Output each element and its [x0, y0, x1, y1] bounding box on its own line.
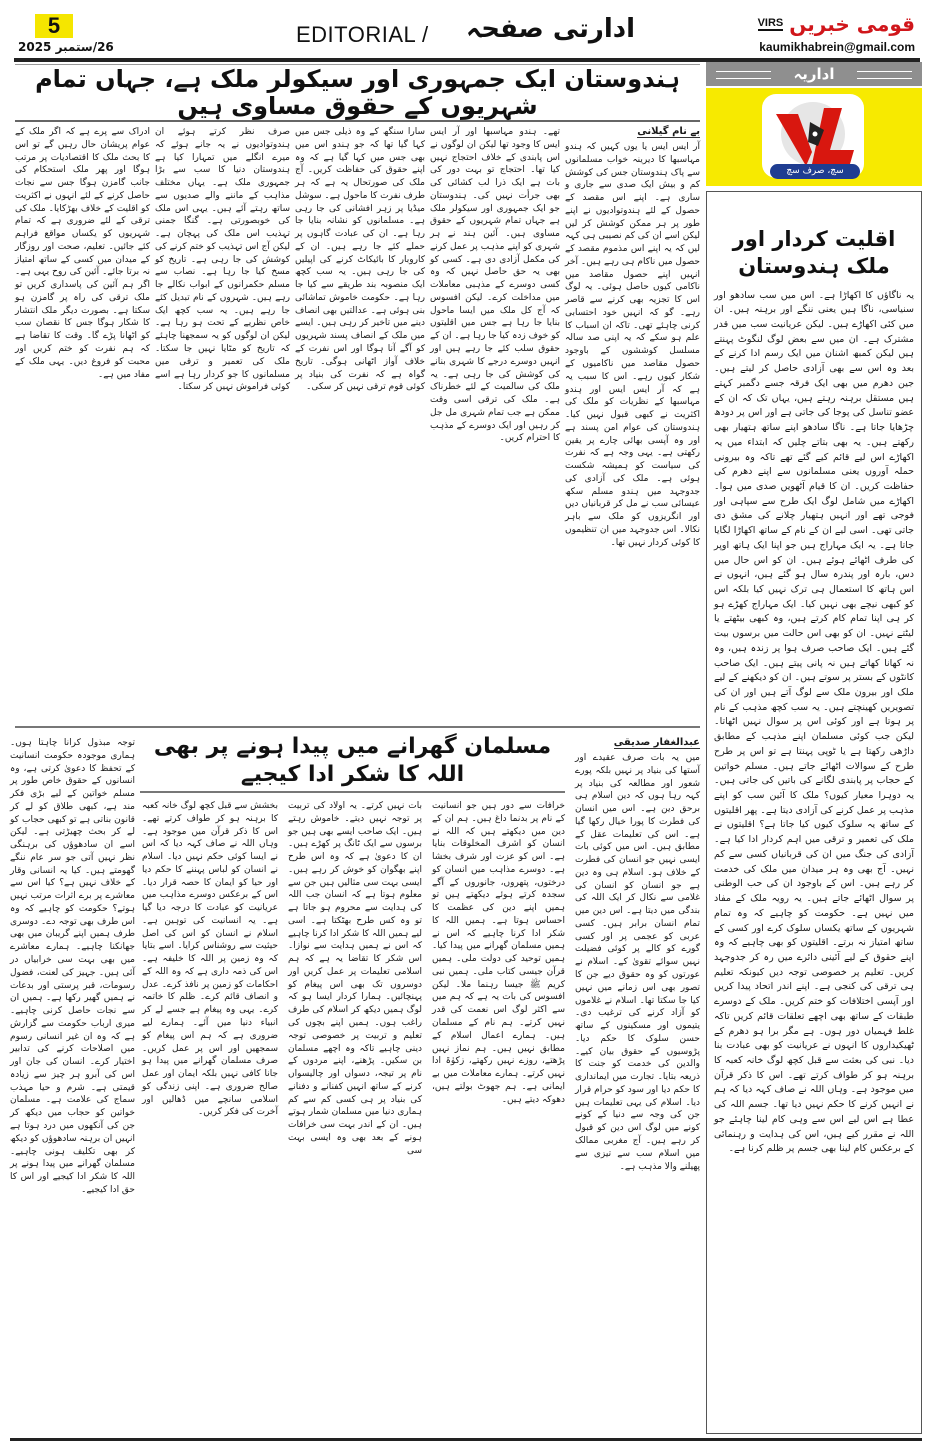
- brand-mark: VIRS: [757, 17, 784, 29]
- logo-tagline: سچ، صرف سچ: [770, 164, 860, 179]
- footer-rule: [10, 1438, 922, 1441]
- editorial-body: یہ ناگاؤں کا اکھاڑا ہے۔ اس میں سب سادھو اور سنیاسی، ناگا ہیں یعنی ننگے اور برہنہ ہیں۔ ان میں کئی اکھاڑے ہیں۔ لیکن عریانیت سب میں قدر مشترک ہے۔ ان میں سے بعض لوگ لنگوٹ پہنتے ہیں لیکن کمبھ اشنان میں ایک رسم ادا کرنے کے بعد وہ اس سے بھی آزادی حاصل کر لیتے ہیں۔ جین دھرم میں بھی ایک فرقہ جسے دگمبر کہتے ہیں مستقل برہنہ رہتے ہیں، یہاں تک کہ ان کے عضو تناسل کی پوجا کی جاتی ہے اور اس پر دودھ چڑھایا جاتا ہے۔ ناگا سادھو اپنے ساتھ ہتھیار بھی رکھتے ہیں۔ یہ بھی بتاتے چلیں کہ ابتداء میں یہ اکھاڑے اس لیے قائم کیے گئے تھے تاکہ وہ بیرونی حملہ آوروں یعنی مسلمانوں سے اپنے دھرم کی حفاظت کریں۔ ان کا قیام آٹھویں صدی میں ہوا۔ اکھاڑے میں شامل لوگ ایک طرح سے سپاہی اور فوجی تھے اور انہیں ہتھیار چلانے کی مشق دی جاتی تھی۔ اسی لیے ان کے نام کے ساتھ اکھاڑا لگایا جاتا ہے۔ یہ ایک مہاراج ہیں جو اپنا ایک ہاتھ اوپر کی طرف اٹھائے ہوئے ہیں۔ ان کو اس حال میں دس، بارہ اور پندرہ سال ہو گئے ہیں، انہوں نے اس ہاتھ کا استعمال ہی ترک نہیں کیا بلکہ اس کو کبھی نیچے بھی نہیں کیا۔ ایک مہاراج کھڑے ہو کر ہی اپنا تمام کام کرتے ہیں، وہ کبھی بیٹھتے یا لیٹتے نہیں۔ ان کو بھی اس حالت میں برسوں بیت گئے ہیں۔ ایک صاحب صرف ہوا پر زندہ ہیں، وہ نہ کھانا کھاتے ہیں نہ پانی پیتے ہیں۔ ایک صاحب کانٹوں کے بستر پر سوتے ہیں۔ ان کو دیکھنے کے لیے ملک اور بیرون ملک سے لوگ آتے ہیں اور ان کی تصویریں کھینچتے ہیں۔ یہ سب کچھ مذہب کے نام پر ہوتا ہے اور کوئی اس پر سوال نہیں اٹھاتا۔ لیکن جب کوئی مسلمان اپنے مذہب کے مطابق داڑھی رکھتا ہے یا ٹوپی پہنتا ہے تو اس پر طرح طرح کے سوالات اٹھائے جاتے ہیں۔ مسلم خواتین کے حجاب پر پابندی لگانے کی باتیں کی جاتی ہیں۔ یہ دوہرا معیار کیوں؟ ملک کا آئین سب کو اپنے مذہب پر عمل کرنے کی آزادی دیتا ہے۔ پھر اقلیتوں کے ساتھ یہ سلوک کیوں کیا جاتا ہے؟ اقلیتوں نے ملک کی تعمیر و ترقی میں اہم کردار ادا کیا ہے۔ آزادی کی جنگ میں ان کی قربانیاں کسی سے کم نہیں۔ آج بھی وہ ہر میدان میں ملک کی خدمت کر رہے ہیں۔ اس کے باوجود ان کی حب الوطنی پر سوال اٹھائے جاتے ہیں۔ یہ رویہ ملک کے مفاد میں نہیں ہے۔ حکومت کو چاہیے کہ وہ تمام شہریوں کے ساتھ یکساں سلوک کرے اور کسی کے ساتھ امتیاز نہ برتے۔ اقلیتوں کو بھی چاہیے کہ وہ اپنے حقوق کے لیے آئینی دائرے میں رہ کر جدوجہد کریں۔ تعلیم پر خصوصی توجہ دیں کیونکہ تعلیم ہی ترقی کی کنجی ہے۔ اپنے اندر اتحاد پیدا کریں اور آپسی اختلافات کو ختم کریں۔ ملک کے دوسرے طبقات کے ساتھ بھی اچھے تعلقات قائم کریں تاکہ غلط فہمیاں دور ہوں۔ ہے مگر برا ہو دھرم کے ٹھیکیداروں کا انہوں نے عریانیت کو بھی عبادت بنا دیا۔ نبی کی بعثت سے قبل کچھ لوگ خانہ کعبہ کا برہنہ ہو کر طواف کرتے تھے۔ اس کا ذکر قرآن میں موجود ہے۔ وہاں اللہ نے صاف کہہ دیا کہ ہم نے انہیں کرنے کا حکم نہیں دیا تھا۔ جسم اللہ کی عطا ہے اس لیے اس سے وہی کام لینا چاہئے جو اللہ نے مقرر کیے ہیں، اس کی ہدایت و رہنمائی کے برعکس کام لینا بھی جسم پر ظلم کرنا ہے۔: [714, 289, 914, 1155]
- newspaper-logo: [758, 12, 915, 36]
- main-headline: ہندوستان ایک جمہوری اور سیکولر ملک ہے، جہاں تمام شہریوں کے حقوق مساوی ہیں: [15, 64, 700, 122]
- article-column: سارا سنگھ کے وہ ذیلی جس میں کہا گیا تھا کہ جو ہندو اس میں بھی جس میں کہا گیا ہے کہ وہ اپنے حقوق کی حفاظت کریں۔ آج ملک کی صورتحال یہ ہے کہ ہر طرف نفرت کا ماحول ہے۔ سوشل میڈیا پر زہر افشانی کی جا رہی ہے۔ مسلمانوں کو نشانہ بنایا جا رہا ہے۔ ان کی عبادت گاہوں پر حملے کئے جا رہے ہیں۔ ان کے کاروبار کا بائیکاٹ کرنے کی اپیلیں کی جا رہی ہیں۔ یہ سب کچھ ایک منصوبہ بند طریقے سے کیا جا رہا ہے۔ حکومت خاموش تماشائی بنی ہوئی ہے۔ عدالتیں بھی انصاف دینے میں تاخیر کر رہی ہیں۔ ایسے میں ملک کے انصاف پسند شہریوں کو آگے آنا ہوگا اور اس نفرت کے خلاف آواز اٹھانی ہوگی۔ تاریخ گواہ ہے کہ نفرت کی بنیاد پر کوئی قوم ترقی نہیں کر سکی۔: [295, 127, 425, 393]
- brand-logo-panel: [706, 88, 922, 186]
- contact-email[interactable]: kaumikhabrein@gmail.com: [759, 40, 915, 54]
- article-column: صرف نظر کرتے ہوئے ان ہندوتوادیوں نے یہ جانے ہوئے کہ میرے انگلے میں تمہارا کیا ہے ہندوستان دنیا کا سب سے بڑا جمہوری ملک ہے۔ یہاں مختلف مذاہب کے ماننے والے صدیوں سے ساتھ رہتے آئے ہیں۔ یہی اس ملک کی خوبصورتی ہے۔ گنگا جمنی تہذیب اس ملک کی پہچان ہے۔ لیکن آج اس تہذیب کو ختم کرنے کی کوشش کی جا رہی ہے۔ تاریخ کو مسخ کیا جا رہا ہے۔ نصاب سے مسلم حکمرانوں کے ابواب نکالے جا رہے ہیں۔ شہروں کے نام تبدیل کئے جا رہے ہیں۔ یہ سب کچھ ایک خاص نظریے کے تحت ہو رہا ہے۔ لیکن ان لوگوں کو یہ سمجھنا چاہئے کہ تاریخ کو مٹایا نہیں جا سکتا۔ ملک کی تعمیر و ترقی میں مسلمانوں کا جو کردار رہا ہے اسے کوئی فراموش نہیں کر سکتا۔: [155, 127, 290, 393]
- issue-date: 26/ستمبر 2025: [18, 40, 114, 54]
- column-text: میں یہ بات صرف عقیدے اور آستھا کی بنیاد پر نہیں بلکہ پورے شعور اور مطالعہ کی بنیاد پر کہہ رہا ہوں کہ دین اسلام ہی برحق دین ہے۔ اس میں انسان کی فطرت کا پورا خیال رکھا گیا ہے۔ اس کی تعلیمات عقل کے مطابق ہیں۔ اس میں کوئی بات ایسی نہیں جو انسان کی فطرت کے خلاف ہو۔ اسلام ہی وہ دین ہے جو انسان کو انسان کی غلامی سے نکال کر ایک اللہ کی بندگی میں دیتا ہے۔ اس دین میں تمام انسان برابر ہیں۔ کسی عربی کو عجمی پر اور کسی گورے کو کالے پر کوئی فضیلت نہیں سوائے تقویٰ کے۔ اسلام نے عورتوں کو وہ حقوق دیے جن کا تصور بھی اس زمانے میں نہیں کیا جا سکتا تھا۔ اسلام نے غلاموں کو آزاد کرنے کی ترغیب دی۔ یتیموں اور مسکینوں کے ساتھ حسن سلوک کا حکم دیا۔ پڑوسیوں کے حقوق بیان کیے۔ والدین کی خدمت کو جنت کا ذریعہ بتایا۔ تجارت میں ایمانداری کا حکم دیا اور سود کو حرام قرار دیا۔ اسلام کی یہی تعلیمات ہیں جن کی وجہ سے دنیا کے کونے کونے میں لوگ اس دین کو قبول کر رہے ہیں۔ آج مغربی ممالک میں اسلام سب سے تیزی سے پھیلنے والا مذہب ہے۔: [575, 753, 700, 1172]
- article-column: [565, 126, 700, 550]
- article-column: بخشش سے قبل کچھ لوگ خانہ کعبہ کا برہنہ ہو کر طواف کرتے تھے۔ اس کا ذکر قرآن میں موجود ہے۔ وہاں اللہ نے صاف کہہ دیا کہ اس نے ایسا کوئی حکم نہیں دیا۔ اسلام نے انسان کو لباس پہننے کا حکم دیا اور حیا کو ایمان کا حصہ قرار دیا۔ اس کے برعکس دوسرے مذاہب میں عریانیت کو عبادت کا درجہ دیا گیا ہے۔ یہ انسانیت کی توہین ہے۔ اسلام نے انسان کو اس کی اصل حیثیت سے روشناس کرایا۔ اسے بتایا کہ وہ زمین پر اللہ کا خلیفہ ہے۔ اس کی ذمہ داری ہے کہ وہ اللہ کے احکامات کو زمین پر نافذ کرے۔ عدل و انصاف قائم کرے۔ ظلم کا خاتمہ کرے۔ یہی وہ پیغام ہے جسے لے کر انبیاء دنیا میں آئے۔ ہمارے لیے ضروری ہے کہ ہم اس پیغام کو سمجھیں اور اس پر عمل کریں۔ صرف مسلمان گھرانے میں پیدا ہو جانا کافی نہیں بلکہ ایمان اور عمل صالح ضروری ہے۔ اپنی زندگی کو اسلامی سانچے میں ڈھالیں اور آخرت کی فکر کریں۔: [142, 801, 278, 1118]
- editorial-box: [706, 191, 922, 1434]
- author-byline: بے نام گیلانی: [637, 126, 700, 137]
- article-column: تھے۔ ہندو مہاسبھا اور آر ایس ایس کا وجود تھا لیکن ان لوگوں نے اس پابندی کے خلاف احتجاج نہیں کیا تھا۔ احتجاج تو بہت دور کی بات ہے ایک ذرا لب کشائی کی بھی جرأت نہیں کی۔ ہندوستان جو ایک جمہوری اور سیکولر ملک ہے جہاں تمام شہریوں کے حقوق مساوی ہیں۔ آئین ہند نے ہر شہری کو اپنے مذہب پر عمل کرنے کی مکمل آزادی دی ہے۔ کسی کو بھی یہ حق حاصل نہیں کہ وہ کسی دوسرے کے مذہبی معاملات میں مداخلت کرے۔ لیکن افسوس کہ آج کل ملک میں ایسا ماحول بنایا جا رہا ہے جس میں اقلیتوں کو خوف زدہ کیا جا رہا ہے۔ ان کے حقوق سلب کئے جا رہے ہیں اور انہیں دوسرے درجے کا شہری بنانے کی کوشش کی جا رہی ہے۔ یہ ملک کی سالمیت کے لئے خطرناک ہے۔ ملک کی ترقی اسی وقت ممکن ہے جب تمام شہری مل جل کر رہیں اور ایک دوسرے کے مذہب کا احترام کریں۔: [430, 127, 560, 444]
- article-column: [575, 737, 700, 1173]
- article-column: توجہ مبذول کرانا چاہتا ہوں۔ ہماری موجودہ حکومت انسانیت کے تحفظ کا دعویٰ کرتی ہے، وہ انسانوں کے حقوق خاص طور پر مسلم خواتین کے لیے بڑی فکر مند ہے، کبھی طلاق کو لے کر قانون بناتی ہے تو کبھی حجاب کو لے کر بحث چھیڑتی ہے۔ لیکن اسے ان سادھوؤں کی برہنگی نظر نہیں آتی جو سر عام ننگے گھومتے ہیں۔ کیا یہ انسانی وقار کے خلاف نہیں ہے؟ کیا اس سے معاشرے پر برے اثرات مرتب نہیں ہوتے؟ حکومت کو چاہیے کہ وہ اس طرف بھی توجہ دے۔ دوسری طرف ہمیں اپنے گریبان میں بھی جھانکنا چاہیے۔ ہمارے معاشرے میں بھی بہت سی خرابیاں در آئی ہیں۔ جہیز کی لعنت، فضول رسومات، قبر پرستی اور بدعات نے ہمیں گھیر رکھا ہے۔ ہمیں ان سے نجات حاصل کرنی چاہیے۔ میری ارباب حکومت سے گزارش ہے کہ وہ ان غیر انسانی رسوم میں اصلاحات کرنے کی تدابیر اختیار کرے۔ انسان کی جان اور اس کی آبرو ہر چیز سے زیادہ قیمتی ہے۔ شرم و حیا مہذب سماج کی علامت ہے۔ مسلمان خواتین کو حجاب میں دیکھ کر جن کی آنکھوں میں درد ہوتا ہے انہیں ان برہنہ سادھوؤں کو دیکھ کر بھی تکلیف ہونی چاہیے۔ مسلمان گھرانے میں پیدا ہونے پر اللہ کا شکر ادا کیجیے اور اس کا حق ادا کیجیے۔: [10, 738, 135, 1195]
- article-column: بات نہیں کرتے۔ یہ اولاد کی تربیت پر توجہ نہیں دیتے۔ خاموش رہتے ہیں۔ ایک صاحب ایسے بھی ہیں جو برسوں سے ایک ٹانگ پر کھڑے ہیں۔ ان کا دعویٰ ہے کہ وہ اس طرح اپنے بھگوان کو خوش کر رہے ہیں۔ ایسی بہت سی مثالیں ہیں جن سے معلوم ہوتا ہے کہ انسان جب اللہ کی ہدایت سے محروم ہو جاتا ہے تو وہ کس طرح بھٹکتا ہے۔ اسی لیے ہمیں اللہ کا شکر ادا کرنا چاہیے کہ اس نے ہمیں ہدایت سے نوازا۔ اس شکر کا تقاضا یہ ہے کہ ہم اسلامی تعلیمات پر عمل کریں اور دوسروں تک بھی اس پیغام کو پہنچائیں۔ ہمارا کردار ایسا ہو کہ لوگ ہمیں دیکھ کر اسلام کی طرف راغب ہوں۔ ہمیں اپنے بچوں کی تعلیم و تربیت پر خصوصی توجہ دینی چاہیے تاکہ وہ اچھے مسلمان بن سکیں۔ پڑھنے، اپنے مردوں کے نام پر تیجہ، دسواں اور چالیسواں کرنے کے ساتھ انہیں کفنانے و دفنانے کی بنیاد پر ہی کسی کم سے کم ہماری دنیا میں مسلمان شمار ہوتے ہیں۔ ان کے اندر بہت سی خرافات ہونے کے بعد بھی وہ ایسی بہت سی: [288, 801, 422, 1156]
- section-title-en: EDITORIAL /: [296, 22, 429, 47]
- article-column: ادراک سے پرے ہے کہ اگر ملک کے عوام پریشان حال رہیں گے تو اس کا بحث ملک کا اقتصادیات پر مرتب ہوگا اور پھر ملک استحکام کی جانب گامزن ہوگا جس سے نجات حاصل کرنے کے لئے انہوں نے اکثریت کو اقلیت کے خلاف بھڑکایا۔ ملک کی ترقی کے لئے ضروری ہے کہ تمام شہریوں کو یکساں مواقع فراہم کئے جائیں۔ تعلیم، صحت اور روزگار کے میدان میں کسی کے ساتھ امتیاز نہ برتا جائے۔ آئین کی روح یہی ہے۔ اگر ہم آئین کی پاسداری کریں تو ملک ترقی کی راہ پر گامزن ہو سکتا ہے۔ بصورت دیگر ملک انتشار کا شکار ہوگا جس کا نقصان سب کو اٹھانا پڑے گا۔ وقت کا تقاضا ہے کہ ہم نفرت کو ختم کریں اور محبت کو فروغ دیں۔ یہی ملک کے مفاد میں ہے۔: [15, 127, 150, 380]
- author-byline: عبدالغفار صدیقی: [613, 737, 700, 748]
- page-number: 5: [35, 14, 73, 38]
- article-divider: [15, 726, 700, 728]
- column-text: آر ایس ایس یا یوں کہیں کہ ہندو مہاسبھا کا دیرینہ خواب مسلمانوں سے پاک ہندوستان جس کی کوشش کم و بیش ایک صدی سے جاری و ساری ہے۔ اپنے اس مقصد کے حصول کے لئے ہندوتوادیوں نے اپنے طور پر ہر ممکن کوشش کر لیں لیکن اسے ان کی کم نصیبی ہی کہہ لیں کہ یہ اپنے اس مذموم مقصد کے حصول میں ناکام ہی رہے ہیں۔ آخر انہیں اپنے حصول مقاصد میں ناکامی کیوں حاصل ہوئی۔ یہ لوگ اس کا تجزیہ بھی کرنے سے قاصر رہے۔ گو کہ انہیں خود احتسابی کرنی چاہئے تھی۔ تاکہ ان اسباب کا علم ہو سکے کہ یہ اپنی صد سالہ مسلسل کوششوں کے باوجود حصول مقاصد میں ناکامیوں کے شکار کیوں رہے۔ اس کا سبب یہ ہے کہ آر ایس ایس اور ہندو مہاسبھا کے نظریات کو ملک کی اکثریت نے کبھی قبول نہیں کیا۔ ہندوستان کی عوام امن پسند ہے اور وہ آپسی بھائی چارے پر یقین رکھتی ہے۔ یہی وجہ ہے کہ نفرت کی سیاست کو ہمیشہ شکست ہوئی ہے۔ ملک کی آزادی کی جدوجہد میں ہندو مسلم سکھ عیسائی سب نے مل کر قربانیاں دیں اور انگریزوں کو ملک سے باہر نکالا۔ اس جدوجہد میں ان تنظیموں کا کوئی کردار نہیں تھا۔: [565, 142, 700, 548]
- article-column: خرافات سے دور ہیں جو انسانیت کے نام پر بدنما داغ ہیں۔ ہم ان کے دین میں دیکھتے ہیں کہ اللہ نے انسان کو اشرف المخلوقات بنایا ہے۔ اس کو عزت اور شرف بخشا ہے۔ دوسرے مذاہب میں انسان کو درختوں، پتھروں، جانوروں کے آگے سجدہ کرتے ہوئے دیکھتے ہیں تو ہمیں اپنے دین کی عظمت کا احساس ہوتا ہے۔ ہمیں اللہ کا شکر ادا کرنا چاہیے کہ اس نے ہمیں مسلمان گھرانے میں پیدا کیا۔ ہمیں توحید کی دولت ملی۔ ہمیں قرآن جیسی کتاب ملی۔ ہمیں نبی کریم ﷺ جیسا رہنما ملا۔ لیکن افسوس کی بات یہ ہے کہ ہم میں سے اکثر لوگ اس نعمت کی قدر نہیں کرتے۔ ہم نام کے مسلمان ہیں۔ ہمارے اعمال اسلام کے مطابق نہیں ہیں۔ ہم نماز نہیں پڑھتے، روزے نہیں رکھتے، زکوٰۃ ادا نہیں کرتے۔ ہمارے معاملات میں بے ایمانی ہے۔ ہم جھوٹ بولتے ہیں، دھوکہ دیتے ہیں۔: [432, 801, 565, 1105]
- second-headline: مسلمان گھرانے میں پیدا ہونے پر بھی اللہ کا شکر ادا کیجیے: [140, 733, 565, 793]
- section-title-ur: ادارتی صفحہ: [466, 14, 636, 44]
- editorial-headline: اقلیت کردار اور ملک ہندوستان: [732, 227, 896, 279]
- brand-name: قومی خبریں: [789, 12, 915, 36]
- editorial-section-label: اداریہ: [706, 62, 922, 86]
